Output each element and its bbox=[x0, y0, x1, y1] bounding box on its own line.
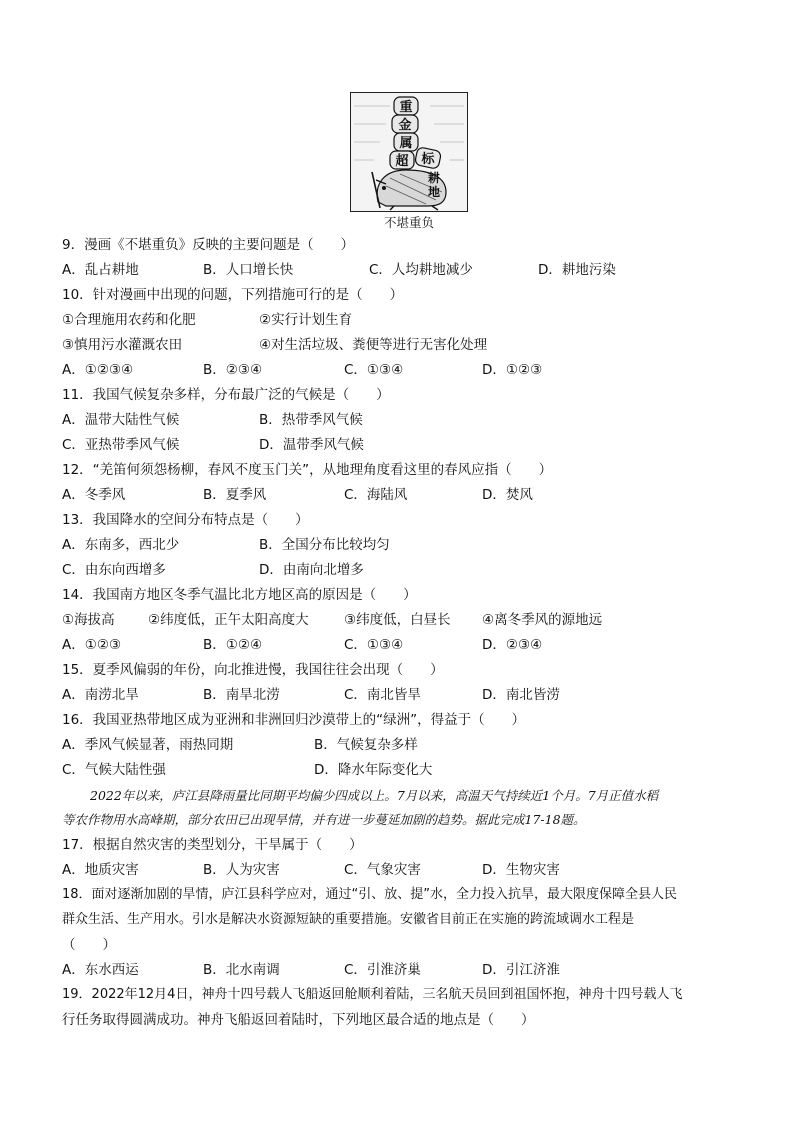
question-stem: 14．我国南方地区冬季气温比北方地区高的原因是（ ） bbox=[62, 587, 417, 603]
option-b: B．人口增长快 bbox=[203, 262, 294, 278]
option-d: D．①②③ bbox=[482, 362, 543, 378]
question-stem: 15．夏季风偏弱的年份，向北推进慢，我国往往会出现（ ） bbox=[62, 662, 444, 678]
question-stem: 19．2022年12月4日，神舟十四号载人飞船返回舱顺利着陆，三名航天员回到祖国怀抱，神舟十四号载人飞 bbox=[62, 987, 683, 1002]
option-d: D．降水年际变化大 bbox=[314, 762, 433, 778]
option-c: C．①③④ bbox=[344, 362, 404, 378]
option-c: C．南北皆旱 bbox=[344, 687, 421, 703]
statement: ③纬度低，白昼长 bbox=[344, 612, 451, 628]
cartoon-caption: 不堪重负 bbox=[383, 215, 434, 230]
option-b: B．气候复杂多样 bbox=[314, 737, 418, 753]
question-stem: 18．面对逐渐加剧的旱情，庐江县科学应对，通过“引、放、提”水，全力投入抗旱，最大限度保障全县人民 bbox=[62, 887, 678, 902]
option-a: A．地质灾害 bbox=[62, 862, 139, 878]
option-b: B．②③④ bbox=[203, 362, 263, 378]
statement: ④离冬季风的源地远 bbox=[482, 612, 603, 628]
stack-char: 重 bbox=[399, 100, 413, 115]
option-c: C．亚热带季风气候 bbox=[62, 437, 180, 453]
option-a: A．①②③④ bbox=[62, 362, 134, 378]
question-stem: 群众生活、生产用水。引水是解决水资源短缺的重要措施。安徽省目前正在实施的跨流域调水工程是 bbox=[62, 912, 635, 927]
statement: ②纬度低，正午太阳高度大 bbox=[148, 612, 309, 628]
option-c: C．引淮济巢 bbox=[344, 962, 421, 978]
option-a: A．乱占耕地 bbox=[62, 262, 139, 278]
question-stem: 行任务取得圆满成功。神舟飞船返回着陆时，下列地区最合适的地点是（ ） bbox=[62, 1012, 535, 1028]
question-stem: 10．针对漫画中出现的问题，下列措施可行的是（ ） bbox=[62, 287, 404, 303]
option-d: D．南北皆涝 bbox=[482, 687, 560, 703]
question-stem: 9．漫画《不堪重负》反映的主要问题是（ ） bbox=[62, 237, 355, 253]
option-d: D．由南向北增多 bbox=[259, 562, 364, 578]
option-b: B．人为灾害 bbox=[203, 862, 280, 878]
option-a: A．温带大陆性气候 bbox=[62, 412, 180, 428]
statement: ①海拔高 bbox=[62, 612, 115, 628]
option-d: D．焚风 bbox=[482, 487, 533, 503]
option-d: D．生物灾害 bbox=[482, 862, 560, 878]
statement: ④对生活垃圾、粪便等进行无害化处理 bbox=[259, 337, 488, 353]
question-stem: 11．我国气候复杂多样，分布最广泛的气候是（ ） bbox=[62, 387, 390, 403]
question-stem: 16．我国亚热带地区成为亚洲和非洲回归沙漠带上的“绿洲”，得益于（ ） bbox=[62, 712, 526, 728]
option-d: D．耕地污染 bbox=[538, 262, 616, 278]
option-b: B．全国分布比较均匀 bbox=[259, 537, 390, 553]
option-d: D．引江济淮 bbox=[482, 962, 560, 978]
option-b: B．热带季风气候 bbox=[259, 412, 363, 428]
option-a: A．季风气候显著，雨热同期 bbox=[62, 737, 234, 753]
statement: ①合理施用农药和化肥 bbox=[62, 312, 196, 328]
option-c: C．气候大陆性强 bbox=[62, 762, 166, 778]
question-stem: 17．根据自然灾害的类型划分，干旱属于（ ） bbox=[62, 837, 363, 853]
question-stem: （ ） bbox=[62, 937, 116, 953]
option-c: C．气象灾害 bbox=[344, 862, 421, 878]
question-stem: 13．我国降水的空间分布特点是（ ） bbox=[62, 512, 309, 528]
option-b: B．南旱北涝 bbox=[203, 687, 280, 703]
option-c: C．人均耕地减少 bbox=[369, 262, 473, 278]
option-a: A．东水西运 bbox=[62, 962, 139, 978]
option-c: C．海陆风 bbox=[344, 487, 408, 503]
option-c: C．由东向西增多 bbox=[62, 562, 166, 578]
option-d: D．温带季风气候 bbox=[259, 437, 364, 453]
field-char: 耕 bbox=[427, 171, 441, 185]
option-b: B．①②④ bbox=[203, 637, 263, 653]
field-char: 地 bbox=[427, 185, 441, 199]
option-d: D．②③④ bbox=[482, 637, 543, 653]
stack-char: 属 bbox=[399, 136, 413, 151]
option-b: B．北水南调 bbox=[203, 962, 280, 978]
option-a: A．①②③ bbox=[62, 637, 122, 653]
statement: ③慎用污水灌溉农田 bbox=[62, 337, 183, 353]
option-b: B．夏季风 bbox=[203, 487, 267, 503]
passage-line: 2022年以来，庐江县降雨量比同期平均偏少四成以上。7月以来，高温天气持续近1个月。7月正值水稻 bbox=[90, 788, 659, 803]
option-a: A．冬季风 bbox=[62, 487, 126, 503]
option-c: C．①③④ bbox=[344, 637, 404, 653]
cartoon-illustration bbox=[350, 92, 468, 212]
passage-line: 等农作物用水高峰期，部分农田已出现旱情，并有进一步蔓延加剧的趋势。据此完成17-18题。 bbox=[62, 812, 586, 827]
stack-char: 标 bbox=[421, 152, 435, 167]
question-stem: 12．“羌笛何须怨杨柳，春风不度玉门关”，从地理角度看这里的春风应指（ ） bbox=[62, 462, 553, 478]
statement: ②实行计划生育 bbox=[259, 312, 353, 328]
option-a: A．南涝北旱 bbox=[62, 687, 139, 703]
cartoon-drawing bbox=[350, 92, 468, 212]
stack-char: 金 bbox=[398, 118, 412, 133]
stack-char: 超 bbox=[395, 154, 409, 169]
option-a: A．东南多，西北少 bbox=[62, 537, 180, 553]
